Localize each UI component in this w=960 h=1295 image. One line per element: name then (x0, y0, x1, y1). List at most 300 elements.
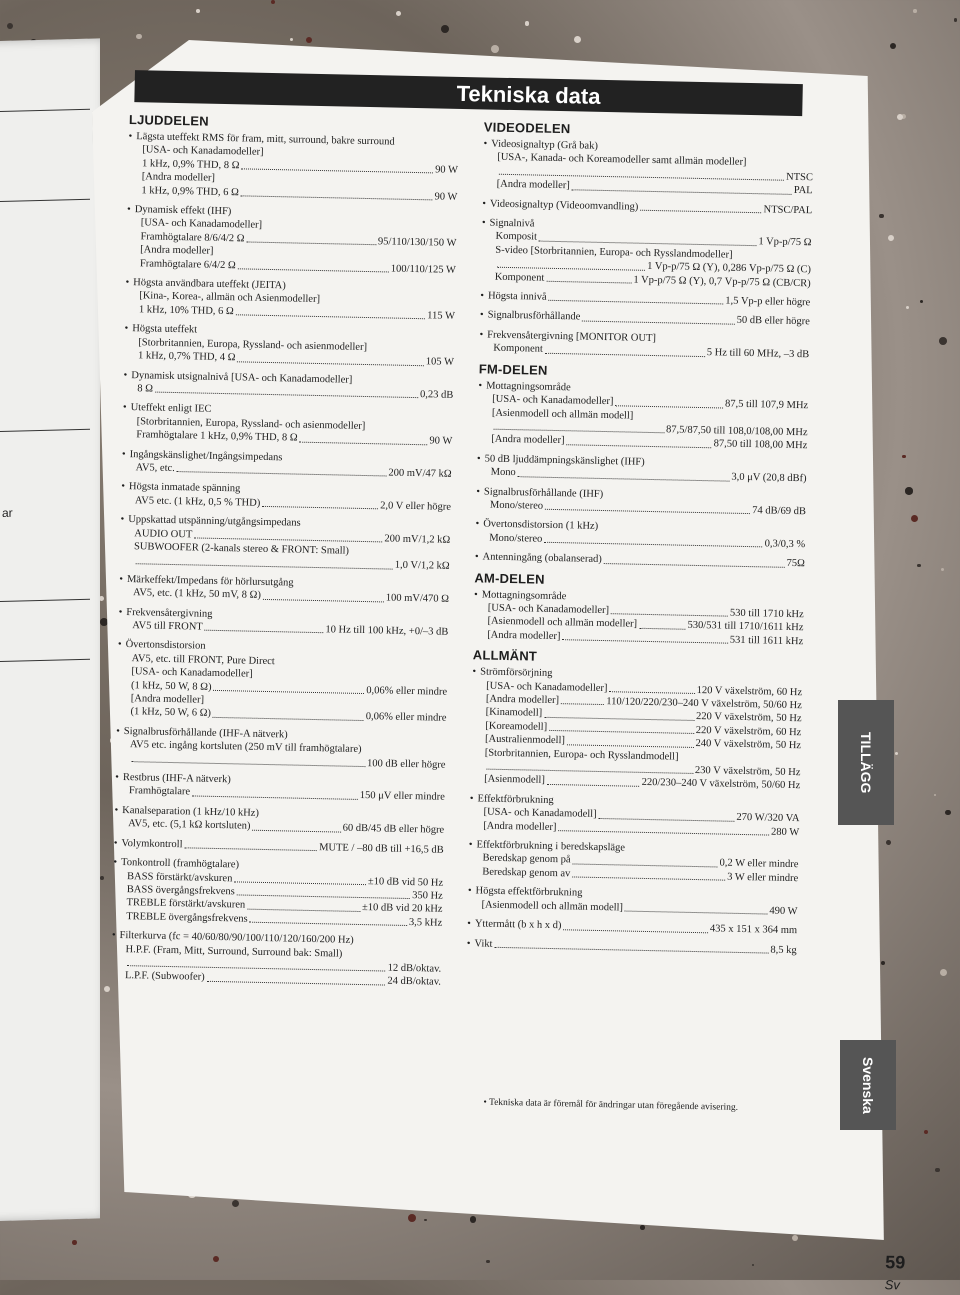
dot-leader (237, 885, 411, 899)
spec-line-value: 1 Vp-p/75 Ω (Y), 0,286 Vp-p/75 Ω (C) (647, 260, 811, 277)
spec-line-label: [Asienmodell] (484, 773, 545, 788)
spec-title: • Högsta effektförbrukning (468, 885, 798, 905)
spec-line-label: S-video [Storbritannien, Europa- och Rysslandmodeller] (495, 245, 732, 261)
dot-leader (546, 271, 631, 283)
granite-speck (525, 21, 530, 26)
dot-leader (573, 854, 718, 867)
spec-line-value: 490 W (769, 904, 797, 918)
spec-item (470, 665, 802, 793)
spec-line-label: TREBLE förstärkt/avskuren (126, 896, 245, 912)
dot-leader (615, 395, 723, 408)
spec-line-value: 12 dB/oktav. (388, 962, 442, 977)
spec-title: • Dynamisk effekt (IHF) (127, 203, 457, 223)
spec-value: 8,5 kg (770, 943, 797, 957)
spec-title: • Signalbrusförhållande (IHF) (476, 485, 806, 505)
granite-speck (924, 1130, 929, 1135)
spec-row (480, 309, 810, 329)
dot-leader (494, 937, 768, 953)
spec-item (469, 792, 800, 839)
spec-line-label: [Andra modeller] (486, 693, 559, 708)
spec-line-value: 270 W/320 VA (736, 811, 799, 826)
spec-item (111, 929, 442, 990)
dot-leader (599, 808, 735, 821)
spec-item (122, 401, 453, 448)
granite-speck (888, 235, 894, 241)
granite-speck (574, 36, 581, 43)
dot-leader (205, 621, 324, 634)
granite-speck (99, 596, 104, 601)
granite-speck (396, 11, 401, 16)
spec-line-label: H.P.F. (Fram, Mitt, Surround, Surround bak: Small) (125, 944, 342, 960)
dot-leader (234, 872, 366, 885)
spec-title: • Mottagningsområde (474, 588, 804, 608)
spec-line-label: AUDIO OUT (134, 527, 192, 542)
spec-line-label: 1 kHz, 0,9% THD, 8 Ω (142, 157, 240, 172)
spec-title: • Kanalseparation (1 kHz/10 kHz) (114, 804, 444, 824)
spec-line-value: 0,3/0,3 % (765, 537, 806, 551)
granite-speck (935, 1168, 940, 1173)
granite-speck (290, 38, 293, 41)
spec-item (119, 573, 449, 607)
dot-leader (544, 707, 694, 721)
left-facing-page (0, 38, 100, 1221)
spec-line-label: AV5, etc. (136, 461, 175, 475)
spec-item (114, 837, 444, 857)
spec-title: • Mottagningsområde (478, 379, 808, 399)
spec-value: 50 dB eller högre (737, 314, 810, 329)
spec-line-label: Framhögtalare 8/6/4/2 Ω (140, 230, 244, 246)
spec-line-label: [USA- och Kanadamodell] (483, 806, 596, 822)
spec-line-label: [Kina-, Korea-, allmän och Asienmodeller] (139, 291, 320, 306)
side-tab-label: TILLÄGG (858, 732, 874, 793)
spec-line-value: 100 mV/470 Ω (386, 592, 450, 607)
granite-speck (906, 306, 909, 309)
spec-line-value: 240 V växelström, 50 Hz (695, 737, 801, 753)
granite-speck (905, 487, 912, 494)
dot-leader (625, 901, 768, 914)
spec-line-label: Mono (491, 466, 516, 480)
spec-title: • Övertonsdistorsion (1 kHz) (475, 518, 805, 538)
spec-line-label: Komponent (493, 342, 543, 356)
spec-row (467, 917, 797, 937)
spec-line-label: [Asienmodell och allmän modell] (492, 407, 634, 421)
spec-line-label: AV5, etc. till FRONT, Pure Direct (132, 653, 275, 667)
spec-title: • Vikt (467, 937, 493, 951)
spec-line-label: (1 kHz, 50 W, 8 Ω) (131, 679, 212, 694)
spec-line-value: 120 V växelström, 60 Hz (697, 684, 803, 700)
dot-leader (545, 343, 705, 357)
spec-title: • Yttermått (b x h x d) (467, 917, 562, 932)
spec-value: NTSC/PAL (763, 203, 812, 217)
granite-speck (881, 961, 885, 965)
spec-item (114, 804, 444, 838)
spec-line-value: 10 Hz till 100 kHz, +0/–3 dB (325, 623, 448, 639)
spec-line-value: 200 mV/47 kΩ (388, 466, 452, 481)
granite-speck (72, 1240, 77, 1245)
dot-leader (640, 200, 762, 213)
spec-line-label: 1 kHz, 0,7% THD, 4 Ω (138, 349, 236, 364)
spec-line-label: AV5 etc. (1 kHz, 0,5 % THD) (135, 494, 261, 510)
spec-line-label: [Andra modeller] (142, 171, 215, 184)
spec-item (477, 452, 807, 486)
spec-line-value: 1,0 V/1,2 kΩ (395, 559, 450, 574)
spec-line-value: 531 till 1611 kHz (730, 633, 804, 648)
spec-line-label: Framhögtalare (129, 785, 191, 800)
spec-line-value: 87,50 till 108,00 MHz (714, 438, 808, 453)
granite-speck (491, 45, 499, 53)
spec-line-label: [Andra modeller] (491, 433, 564, 448)
spec-item (468, 838, 799, 885)
spec-title: • Volymkontroll (114, 837, 183, 852)
spec-line-value: 90 W (434, 190, 457, 204)
spec-title: • Videosignaltyp (Grå bak) (483, 137, 813, 157)
page-number: 59 Sv (885, 1252, 906, 1294)
spec-line-label: AV5 etc. ingång kortsluten (250 mV till framhögtalare) (130, 739, 362, 755)
spec-title: • Högsta uteffekt (124, 322, 454, 342)
spec-line-label: [Andra modeller] (497, 178, 570, 193)
dot-leader (639, 618, 686, 629)
spec-line-label: [USA- och Kanadamodeller] (486, 679, 608, 695)
spec-line-label: [Storbritannien, Europa, Ryssland- och asienmodeller] (137, 416, 366, 432)
spec-row (482, 197, 812, 217)
spec-line-label: AV5 till FRONT (132, 619, 203, 634)
spec-title: • Antenningång (obalanserad) (475, 550, 602, 566)
dot-leader (604, 553, 785, 567)
spec-title: • Lägsta uteffekt RMS för fram, mitt, surround, bakre surround (128, 130, 458, 150)
side-tab-tillagg[interactable] (838, 700, 894, 825)
spec-line-label: (1 kHz, 50 W, 6 Ω) (130, 706, 211, 721)
spec-line-value: 24 dB/oktav. (387, 975, 441, 990)
spec-title: • Uppskattad utspänning/utgångsimpedans (120, 513, 450, 533)
spec-line-value: 220 V växelström, 50 Hz (696, 710, 802, 726)
spec-item (124, 322, 455, 369)
spec-line-label: [Asienmodell och allmän modeller] (487, 615, 637, 632)
granite-speck (792, 1235, 798, 1241)
spec-line-label: Mono/stereo (489, 531, 542, 546)
spec-line-value: 87,5/87,50 till 108,0/108,00 MHz (666, 423, 808, 439)
section-heading: VIDEODELEN (484, 119, 814, 141)
spec-line-value: 230 V växelström, 50 Hz (695, 764, 801, 780)
spec-line-value: ±10 dB vid 20 kHz (362, 901, 443, 916)
spec-title: • Tonkontroll (framhögtalare) (113, 856, 443, 876)
spec-item (467, 885, 797, 919)
granite-speck (934, 794, 936, 796)
spec-line-value: 90 W (435, 163, 458, 177)
spec-value: 1,5 Vp-p eller högre (725, 295, 810, 310)
granite-speck (441, 25, 449, 33)
spec-value: 435 x 151 x 364 mm (710, 922, 797, 937)
spec-title: • Dynamisk utsignalnivå [USA- och Kanadamodeller] (123, 368, 453, 388)
spec-title: • Högsta innivå (480, 289, 547, 304)
dot-leader (238, 259, 389, 273)
spec-title: • Märkeffekt/Impedans för hörlursutgång (119, 573, 449, 593)
section-heading: LJUDDELEN (129, 112, 459, 134)
granite-speck (954, 18, 958, 22)
granite-speck (879, 214, 884, 219)
spec-line-label: Beredskap genom av (482, 865, 570, 880)
spec-line-label: 1 kHz, 0,9% THD, 6 Ω (141, 184, 239, 199)
granite-speck (917, 564, 921, 568)
spec-item (477, 379, 808, 453)
spec-item (115, 771, 445, 805)
spec-title: • 50 dB ljuddämpningskänslighet (IHF) (477, 452, 807, 472)
spec-title: • Videosignaltyp (Videoomvandling) (482, 197, 638, 214)
spec-title: • Effektförbrukning i beredskapsläge (469, 838, 799, 858)
granite-speck (486, 1260, 489, 1263)
spec-line-label: [Storbritannien, Europa- och Rysslandmodell] (485, 747, 679, 762)
spec-title: • Filterkurva (fc = 40/60/80/90/100/110/120/160/200 Hz) (112, 929, 442, 949)
spec-item (467, 937, 797, 957)
spec-title: • Signalnivå (482, 216, 812, 236)
granite-speck (939, 337, 947, 345)
page-title: Tekniska data (456, 81, 600, 109)
spec-line-value: 0,06% eller mindre (366, 684, 447, 699)
spec-line-label: BASS förstärkt/avskuren (127, 870, 233, 886)
spec-line-label: [Andra modeller] (140, 245, 213, 258)
spec-item (121, 480, 451, 514)
dot-leader (263, 589, 384, 602)
granite-speck (941, 568, 944, 571)
spec-line-label: Framhögtalare 6/4/2 Ω (140, 257, 236, 272)
spec-line-value: 0,23 dB (420, 388, 454, 402)
dot-leader (611, 604, 728, 617)
spec-line-label: Komponent (495, 270, 545, 284)
spec-title: • Signalbrusförhållande (IHF-A nätverk) (116, 725, 446, 745)
dot-leader (563, 919, 708, 932)
granite-speck (470, 1216, 476, 1222)
dot-leader (213, 681, 364, 695)
spec-item (118, 605, 448, 639)
divider (0, 199, 90, 202)
spec-line-value: 150 μV eller mindre (360, 789, 445, 804)
granite-speck (424, 1219, 427, 1222)
spec-line-label: [Storbritannien, Europa, Ryssland- och asienmodeller] (138, 337, 367, 353)
spec-line-value: 350 Hz (412, 889, 443, 903)
spec-line-value: 100/110/125 W (391, 262, 456, 277)
granite-speck (940, 969, 947, 976)
spec-title: • Uteffekt enligt IEC (123, 401, 453, 421)
spec-line-value: 1 Vp-p/75 Ω (758, 236, 811, 251)
dot-leader (566, 435, 711, 448)
spec-line-value: 280 W (771, 825, 799, 839)
granite-speck (752, 1264, 754, 1266)
dot-leader (549, 721, 694, 734)
spec-line-value: 0,06% eller mindre (366, 711, 447, 726)
dot-leader (494, 420, 665, 434)
spec-line-label: [Asienmodell och allmän modell] (481, 898, 623, 914)
spec-line-value: 90 W (429, 434, 452, 448)
granite-speck (890, 43, 896, 49)
dot-leader (250, 912, 408, 926)
spec-item (482, 197, 812, 217)
section-heading: FM-DELEN (479, 361, 809, 383)
spec-line-value: 74 dB/69 dB (752, 504, 806, 519)
spec-line-value: 110/120/220/230–240 V växelström, 50/60 Hz (606, 695, 802, 712)
spec-line-label: [Australienmodell] (485, 733, 565, 748)
spec-line-label: [USA- och Kanadamodeller] (131, 666, 253, 680)
spec-line-label: [USA- och Kanadamodeller] (142, 145, 264, 159)
spec-item (127, 130, 458, 204)
granite-speck (895, 752, 898, 755)
spec-item (122, 447, 452, 481)
left-page-label: ar (2, 506, 13, 520)
spec-line-label: AV5, etc. (1 kHz, 50 mV, 8 Ω) (133, 586, 261, 602)
right-column (467, 115, 815, 963)
spec-line-label: [Andra modeller] (131, 693, 204, 706)
granite-speck (271, 0, 275, 4)
spec-line-label: [Koreamodell] (485, 719, 547, 734)
spec-title: • Högsta inmatade spänning (121, 480, 451, 500)
spec-line-label: SUBWOOFER (2-kanals stereo & FRONT: Small) (134, 541, 349, 557)
spec-title: • Signalbrusförhållande (480, 309, 581, 325)
spec-item (112, 856, 443, 930)
spec-item (467, 917, 797, 937)
spec-line-label: AV5, etc. (5,1 kΩ kortsluten) (128, 817, 250, 833)
spec-item (480, 309, 810, 329)
spec-title: • Frekvensåtergivning (119, 605, 449, 625)
spec-line-value: 5 Hz till 60 MHz, –3 dB (707, 346, 810, 362)
divider (0, 659, 90, 662)
granite-speck (902, 455, 905, 458)
dot-leader (300, 432, 428, 445)
spec-value: MUTE / –80 dB till +16,5 dB (319, 841, 444, 857)
spec-row (480, 289, 810, 309)
spec-line-value: 105 W (426, 355, 454, 369)
dot-leader (252, 820, 340, 832)
spec-item (475, 518, 805, 552)
footnote: • Tekniska data är föremål för ändringar utan föregående avisering. (483, 1098, 793, 1114)
spec-line-value: 95/110/130/150 W (378, 235, 457, 250)
granite-speck (104, 986, 110, 992)
spec-line-value: 220/230–240 V växelström, 50/60 Hz (641, 776, 800, 793)
granite-speck (100, 618, 108, 626)
spec-line-label: Beredskap genom på (482, 852, 570, 867)
divider (0, 599, 90, 602)
spec-line-value: 60 dB/45 dB eller högre (343, 822, 445, 838)
dot-leader (609, 682, 694, 694)
section-heading: ALLMÄNT (473, 647, 803, 669)
spec-line-value: 87,5 till 107,9 MHz (725, 398, 808, 413)
spec-line-value: 0,2 W eller mindre (719, 857, 798, 872)
granite-speck (213, 1256, 219, 1262)
granite-speck (945, 810, 950, 815)
granite-speck (7, 23, 13, 29)
spec-line-value: 1 Vp-p/75 Ω (Y), 0,7 Vp-p/75 Ω (CB/CR) (633, 273, 811, 290)
spec-line-value: 530/531 till 1710/1611 kHz (687, 619, 803, 635)
spec-line-value: 115 W (427, 309, 455, 323)
spec-title: • Övertonsdistorsion (118, 638, 448, 658)
dot-leader (567, 735, 694, 748)
page-content (107, 70, 820, 1204)
spec-line-value: NTSC (786, 171, 813, 185)
spec-item (116, 638, 448, 725)
granite-speck (232, 1200, 239, 1207)
spec-item (480, 289, 810, 309)
spec-line-label: [Andra modeller] (483, 819, 556, 834)
spec-item (126, 203, 457, 277)
spec-line-label: [USA- och Kanadamodeller] (492, 393, 614, 409)
spec-item (120, 513, 451, 574)
spec-item (123, 368, 453, 402)
spec-line-label: BASS övergångsfrekvens (127, 883, 235, 899)
spec-row (467, 937, 797, 957)
side-tab-svenska[interactable] (840, 1040, 896, 1130)
spec-value: 75Ω (786, 557, 805, 571)
spec-line-label: 8 Ω (137, 382, 153, 396)
dot-leader (549, 291, 724, 305)
spec-line-label: 1 kHz, 10% THD, 6 Ω (139, 303, 234, 318)
granite-speck (408, 1214, 416, 1222)
granite-speck (136, 34, 142, 40)
spec-line-label: Komposit (495, 230, 537, 244)
spec-item (125, 276, 456, 323)
spec-line-value: 100 dB eller högre (367, 757, 446, 772)
dot-leader (246, 232, 376, 245)
side-tab-label: Svenska (860, 1057, 876, 1114)
dot-leader (262, 497, 378, 510)
granite-speck (911, 515, 918, 522)
spec-line-label: [Kinamodell] (485, 706, 542, 721)
granite-speck (886, 840, 891, 845)
spec-line-value: 2,0 V eller högre (380, 499, 451, 514)
dot-leader (213, 707, 364, 721)
dot-leader (497, 257, 645, 271)
dot-leader (192, 786, 358, 800)
granite-speck (640, 1225, 645, 1230)
spec-line-label: Framhögtalare 1 kHz, 0,9% THD, 8 Ω (136, 428, 298, 445)
spec-item (473, 588, 804, 649)
spec-line-label: TREBLE övergångsfrekvens (126, 910, 248, 926)
spec-title: • Ingångskänslighet/Ingångsimpedans (122, 447, 452, 467)
spec-item (483, 137, 814, 198)
spec-line-label: L.P.F. (Subwoofer) (125, 969, 205, 984)
spec-row (114, 837, 444, 857)
spec-line-label: [USA-, Kanada- och Koreamodeller samt allmän modeller] (497, 152, 746, 168)
dot-leader (184, 838, 317, 851)
dot-leader (562, 630, 728, 644)
spec-title: • Frekvensåtergivning [MONITOR OUT] (479, 328, 809, 348)
dot-leader (247, 899, 360, 912)
spec-line-value: PAL (794, 184, 813, 198)
spec-line-value: 3,0 μV (20,8 dBf) (731, 471, 806, 486)
spec-line-value: 220 V växelström, 60 Hz (696, 724, 802, 740)
spec-title: • Restbrus (IHF-A nätverk) (115, 771, 445, 791)
granite-speck (920, 300, 923, 303)
spec-line-value: 3 W eller mindre (727, 871, 798, 886)
divider (0, 109, 90, 112)
left-column (111, 108, 459, 995)
spec-line-label: [USA- och Kanadamodeller] (141, 218, 263, 232)
spec-item (476, 485, 806, 519)
dot-leader (561, 694, 605, 705)
spec-line-value: 200 mV/1,2 kΩ (384, 532, 450, 547)
spec-title: • Högsta användbara uteffekt (JEITA) (125, 276, 455, 296)
spec-item (481, 216, 812, 290)
dot-leader (547, 774, 640, 786)
section-heading: AM-DELEN (474, 570, 804, 592)
spec-row (475, 550, 805, 570)
spec-title: • Effektförbrukning (470, 792, 800, 812)
granite-speck (306, 37, 312, 43)
spec-item (479, 328, 809, 362)
spec-line-value: ±10 dB vid 50 Hz (368, 875, 443, 890)
granite-speck (913, 9, 917, 13)
spec-item (115, 725, 446, 772)
spec-item (475, 550, 805, 570)
dot-leader (572, 867, 725, 881)
divider (0, 429, 90, 432)
granite-speck (100, 876, 104, 880)
